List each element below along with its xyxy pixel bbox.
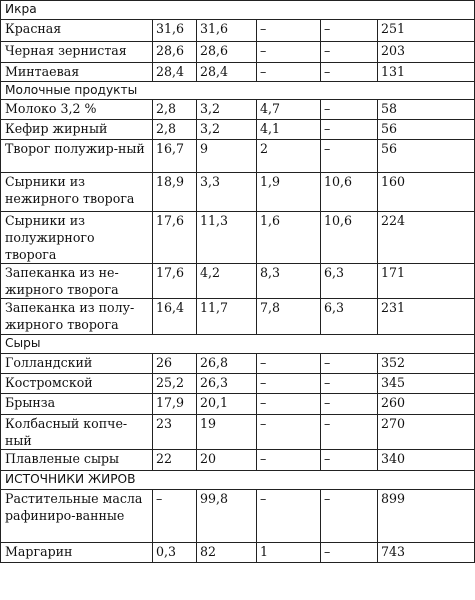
value-cell-col3: – [257, 63, 321, 82]
table-row [1, 374, 475, 394]
value-cell-col4: 6,3 [321, 299, 378, 335]
value-cell-col2: 26,3 [197, 374, 257, 394]
value-cell-col4: – [321, 100, 378, 120]
value-cell-col2: 28,6 [197, 42, 257, 63]
value-cell-col1: 17,6 [153, 264, 197, 299]
table-row [1, 140, 475, 173]
value-cell-col1: 17,9 [153, 394, 197, 415]
value-cell-col1: 28,4 [153, 63, 197, 82]
value-cell-col5: 340 [378, 450, 475, 471]
value-cell-col1: 16,7 [153, 140, 197, 173]
value-cell-col2: 20 [197, 450, 257, 471]
value-cell-col1: 31,6 [153, 20, 197, 42]
value-cell-col3: – [257, 394, 321, 415]
value-cell-col5: 270 [378, 415, 475, 450]
table-row [1, 415, 475, 450]
value-cell-col5: 899 [378, 490, 475, 543]
table-row [1, 394, 475, 415]
product-name-cell: Костромской [1, 374, 153, 394]
value-cell-col1: 26 [153, 354, 197, 374]
value-cell-col2: 31,6 [197, 20, 257, 42]
value-cell-col5: 224 [378, 212, 475, 264]
value-cell-col5: 56 [378, 140, 475, 173]
product-name-cell: Голландский [1, 354, 153, 374]
table-row [1, 20, 475, 42]
value-cell-col3: – [257, 20, 321, 42]
value-cell-col4: – [321, 120, 378, 140]
table-row [1, 63, 475, 82]
product-name-cell: Растительные масла рафиниро-ванные [1, 490, 153, 543]
value-cell-col3: 2 [257, 140, 321, 173]
value-cell-col2: 4,2 [197, 264, 257, 299]
value-cell-col2: 11,7 [197, 299, 257, 335]
value-cell-col4: – [321, 63, 378, 82]
product-name-cell: Сырники из полужирного творога [1, 212, 153, 264]
section-row [1, 82, 475, 100]
value-cell-col2: 20,1 [197, 394, 257, 415]
product-name-cell: Творог полужир-ный [1, 140, 153, 173]
value-cell-col2: 99,8 [197, 490, 257, 543]
product-name-cell: Красная [1, 20, 153, 42]
value-cell-col2: 3,2 [197, 120, 257, 140]
value-cell-col3: 7,8 [257, 299, 321, 335]
product-name-cell: Минтаевая [1, 63, 153, 82]
table-row [1, 264, 475, 299]
value-cell-col3: 1,6 [257, 212, 321, 264]
value-cell-col4: – [321, 543, 378, 563]
table-row [1, 100, 475, 120]
value-cell-col5: 231 [378, 299, 475, 335]
value-cell-col1: 17,6 [153, 212, 197, 264]
value-cell-col4: 10,6 [321, 173, 378, 212]
value-cell-col2: 26,8 [197, 354, 257, 374]
value-cell-col2: 3,2 [197, 100, 257, 120]
value-cell-col4: – [321, 20, 378, 42]
value-cell-col1: – [153, 490, 197, 543]
value-cell-col4: – [321, 415, 378, 450]
value-cell-col2: 82 [197, 543, 257, 563]
value-cell-col5: 260 [378, 394, 475, 415]
value-cell-col4: – [321, 42, 378, 63]
value-cell-col2: 3,3 [197, 173, 257, 212]
value-cell-col5: 345 [378, 374, 475, 394]
table-row [1, 490, 475, 543]
product-name-cell: Кефир жирный [1, 120, 153, 140]
table-row [1, 299, 475, 335]
table-row [1, 354, 475, 374]
value-cell-col3: 8,3 [257, 264, 321, 299]
value-cell-col5: 743 [378, 543, 475, 563]
section-heading: Икра [1, 1, 475, 20]
value-cell-col3: 4,7 [257, 100, 321, 120]
value-cell-col1: 18,9 [153, 173, 197, 212]
product-name-cell: Маргарин [1, 543, 153, 563]
value-cell-col4: – [321, 374, 378, 394]
value-cell-col3: – [257, 374, 321, 394]
product-name-cell: Плавленые сыры [1, 450, 153, 471]
table-row [1, 173, 475, 212]
value-cell-col3: – [257, 490, 321, 543]
value-cell-col4: – [321, 490, 378, 543]
value-cell-col1: 25,2 [153, 374, 197, 394]
value-cell-col3: – [257, 42, 321, 63]
table-row [1, 42, 475, 63]
product-name-cell: Сырники из нежирного творога [1, 173, 153, 212]
product-name-cell: Запеканка из полу-жирного творога [1, 299, 153, 335]
value-cell-col3: – [257, 450, 321, 471]
section-row [1, 471, 475, 490]
value-cell-col5: 58 [378, 100, 475, 120]
section-row [1, 1, 475, 20]
value-cell-col1: 2,8 [153, 120, 197, 140]
value-cell-col4: – [321, 140, 378, 173]
section-row [1, 335, 475, 354]
section-heading: ИСТОЧНИКИ ЖИРОВ [1, 471, 475, 490]
value-cell-col2: 11,3 [197, 212, 257, 264]
product-name-cell: Черная зернистая [1, 42, 153, 63]
value-cell-col5: 56 [378, 120, 475, 140]
value-cell-col4: 10,6 [321, 212, 378, 264]
value-cell-col3: – [257, 354, 321, 374]
value-cell-col2: 28,4 [197, 63, 257, 82]
table-row [1, 212, 475, 264]
value-cell-col1: 2,8 [153, 100, 197, 120]
section-heading: Сыры [1, 335, 475, 354]
section-heading: Молочные продукты [1, 82, 475, 100]
value-cell-col5: 352 [378, 354, 475, 374]
value-cell-col1: 0,3 [153, 543, 197, 563]
product-name-cell: Запеканка из не-жирного творога [1, 264, 153, 299]
product-name-cell: Брынза [1, 394, 153, 415]
value-cell-col3: 4,1 [257, 120, 321, 140]
value-cell-col3: 1,9 [257, 173, 321, 212]
value-cell-col2: 9 [197, 140, 257, 173]
value-cell-col1: 22 [153, 450, 197, 471]
value-cell-col3: – [257, 415, 321, 450]
value-cell-col4: 6,3 [321, 264, 378, 299]
value-cell-col5: 131 [378, 63, 475, 82]
value-cell-col3: 1 [257, 543, 321, 563]
value-cell-col5: 171 [378, 264, 475, 299]
value-cell-col1: 28,6 [153, 42, 197, 63]
value-cell-col1: 23 [153, 415, 197, 450]
table-body [1, 1, 475, 563]
product-name-cell: Молоко 3,2 % [1, 100, 153, 120]
value-cell-col4: – [321, 450, 378, 471]
value-cell-col5: 203 [378, 42, 475, 63]
value-cell-col4: – [321, 394, 378, 415]
table-row [1, 450, 475, 471]
value-cell-col5: 160 [378, 173, 475, 212]
table-row [1, 120, 475, 140]
value-cell-col2: 19 [197, 415, 257, 450]
product-name-cell: Колбасный копче-ный [1, 415, 153, 450]
value-cell-col1: 16,4 [153, 299, 197, 335]
value-cell-col4: – [321, 354, 378, 374]
table-row [1, 543, 475, 563]
value-cell-col5: 251 [378, 20, 475, 42]
